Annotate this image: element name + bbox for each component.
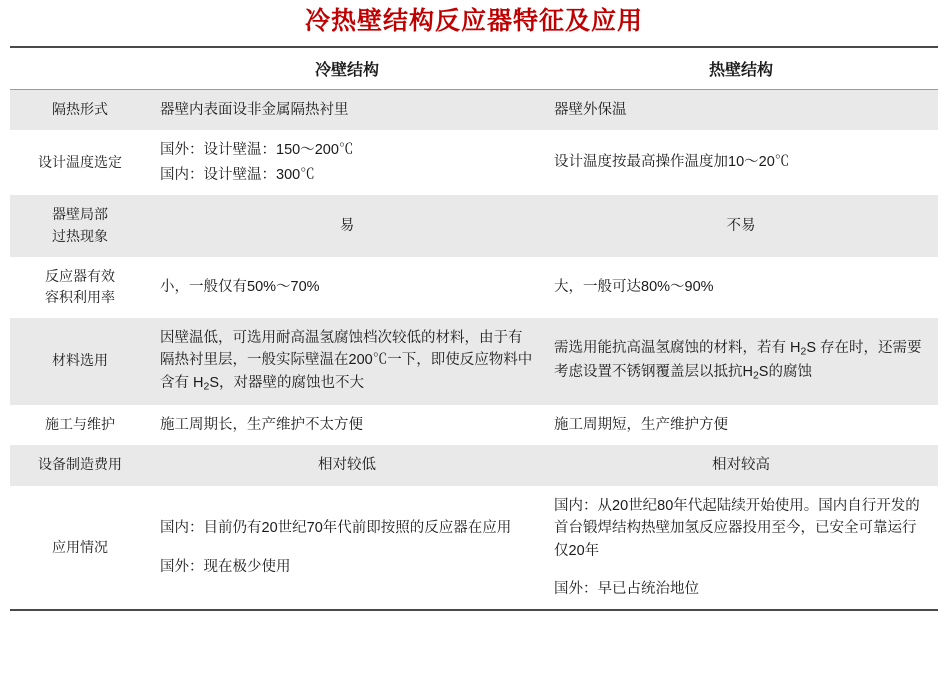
- row-label: 材料选用: [10, 318, 150, 405]
- table-row: [10, 89, 938, 130]
- cell-hot-wall: 国内：从20世纪80年代起陆续开始使用。国内自行开发的首台锻焊结构热壁加氢反应器投用至今，已安全可靠运行仅20年 国外：早已占统治地位: [544, 486, 938, 611]
- column-header-cold-wall: 冷壁结构: [150, 47, 544, 90]
- row-label: 施工与维护: [10, 405, 150, 445]
- table-header-row: [10, 47, 938, 90]
- table-body: [10, 89, 938, 610]
- table-row: [10, 486, 938, 611]
- table-header: [10, 47, 938, 90]
- page-title: 冷热壁结构反应器特征及应用: [304, 7, 643, 35]
- row-label: 器壁局部 过热现象: [10, 195, 150, 256]
- table-row: [10, 445, 938, 485]
- cell-cold-wall: 易: [150, 195, 544, 256]
- table-row: [10, 318, 938, 405]
- row-label: 隔热形式: [10, 89, 150, 130]
- cell-hot-wall: 需选用能抗高温氢腐蚀的材料，若有 $H_2S$ 存在时，还需要考虑设置不锈钢覆盖层以抵抗$H_2S$的腐蚀: [544, 318, 938, 405]
- cell-hot-wall: 设计温度按最高操作温度加10～20℃: [544, 130, 938, 195]
- cell-cold-wall: 施工周期长，生产维护不太方便: [150, 405, 544, 445]
- table-row: [10, 405, 938, 445]
- row-label: 反应器有效 容积利用率: [10, 257, 150, 318]
- row-label: 设备制造费用: [10, 445, 150, 485]
- cell-cold-wall: 因壁温低，可选用耐高温氢腐蚀档次较低的材料，由于有隔热衬里层，一般实际壁温在200℃一下，即使反应物料中含有 $H_2S$，对器壁的腐蚀也不大: [150, 318, 544, 405]
- cell-hot-wall: 相对较高: [544, 445, 938, 485]
- cell-hot-wall: 大，一般可达80%～90%: [544, 257, 938, 318]
- cell-hot-wall: 施工周期短，生产维护方便: [544, 405, 938, 445]
- row-label: 应用情况: [10, 486, 150, 611]
- cell-hot-wall: 器壁外保温: [544, 89, 938, 130]
- cell-cold-wall: 器壁内表面设非金属隔热衬里: [150, 89, 544, 130]
- comparison-table: [10, 46, 938, 612]
- column-header-blank: [10, 47, 150, 90]
- cell-cold-wall: 小，一般仅有50%～70%: [150, 257, 544, 318]
- cell-cold-wall: 国外：设计壁温：150～200℃ 国内：设计壁温：300℃: [150, 130, 544, 195]
- cell-cold-wall: 国内：目前仍有20世纪70年代前即按照的反应器在应用 国外：现在极少使用: [150, 486, 544, 611]
- table-row: [10, 195, 938, 256]
- row-label: 设计温度选定: [10, 130, 150, 195]
- column-header-hot-wall: 热壁结构: [544, 47, 938, 90]
- table-row: [10, 257, 938, 318]
- cell-hot-wall: 不易: [544, 195, 938, 256]
- table-row: [10, 130, 938, 195]
- cell-cold-wall: 相对较低: [150, 445, 544, 485]
